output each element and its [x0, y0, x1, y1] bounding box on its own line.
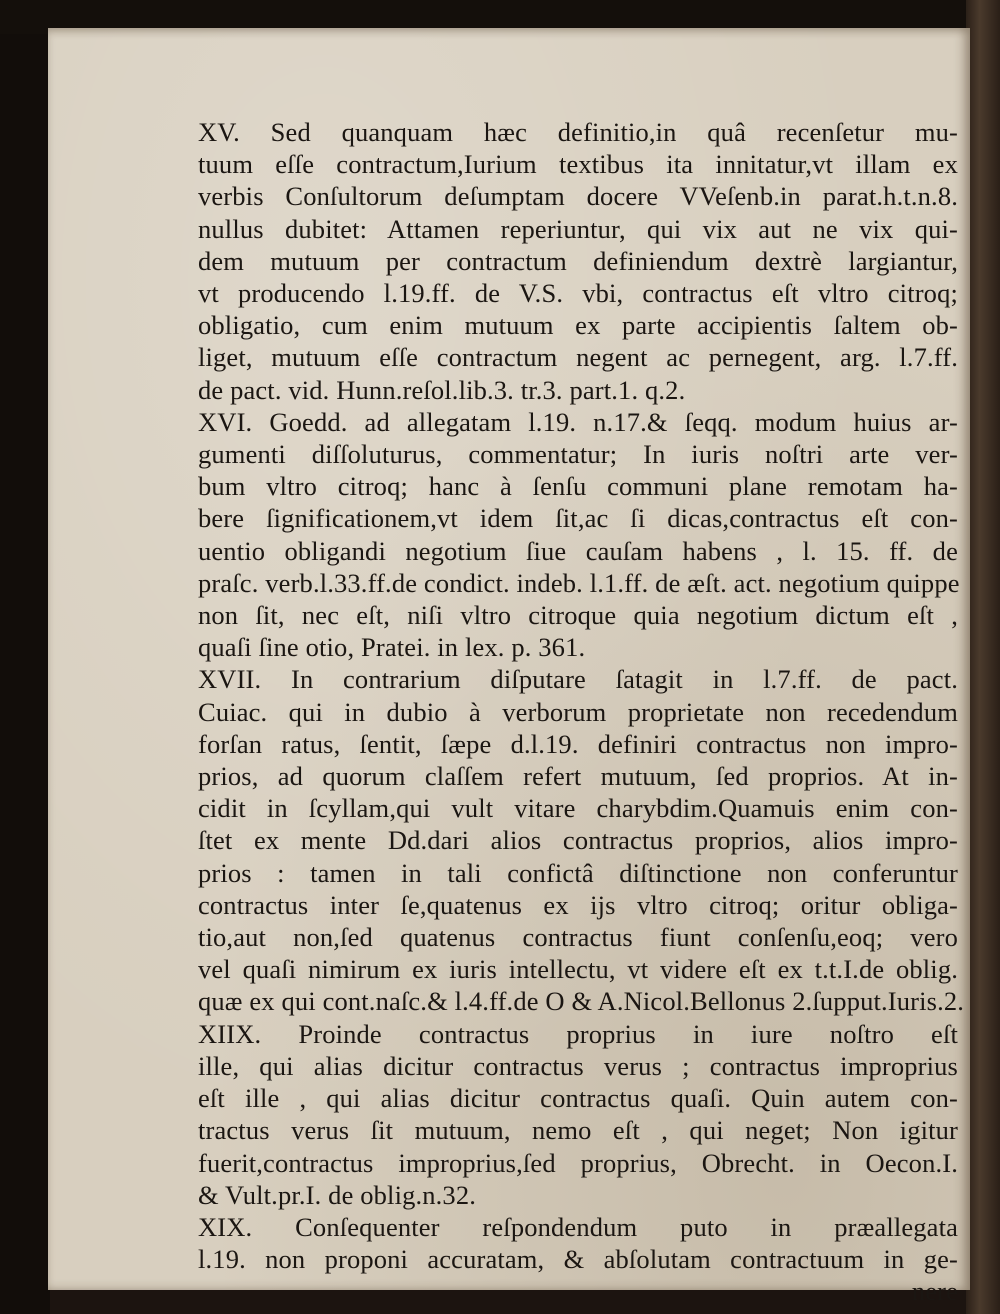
text-line: bum vltro citroq; hanc à ſenſu communi plane remotam ha- — [198, 471, 958, 502]
text-line: vt producendo l.19.ff. de V.S. vbi, contractus eſt vltro citroq; — [198, 278, 958, 309]
text-line: prios : tamen in tali confictâ diſtinctione non conferuntur — [198, 857, 958, 888]
text-line: cidit in ſcyllam,qui vult vitare charybdim.Quamuis enim con- — [198, 793, 958, 824]
section-xvi-start: XVI. Goedd. ad allegatam l.19. n.17.& ſeqq. modum huius ar- — [198, 406, 958, 437]
text-line: nullus dubitet: Attamen reperiuntur, qui vix aut ne vix qui- — [198, 213, 958, 244]
text-line: de pact. vid. Hunn.reſol.lib.3. tr.3. part.1. q.2. — [198, 374, 686, 405]
text-line: verbis Conſultorum deſumptam docere VVeſenb.in parat.h.t.n.8. — [198, 181, 958, 212]
text-line: tio,aut non,ſed quatenus contractus fiunt conſenſu,eoq; vero — [198, 922, 958, 953]
text-line: Cuiac. qui in dubio à verborum proprietate non recedendum — [198, 696, 958, 727]
section-xiix-start: XIIX. Proinde contractus proprius in iure noſtro eſt — [198, 1018, 958, 1049]
book-page — [48, 28, 970, 1307]
section-xvii-start: XVII. In contrarium diſputare ſatagit in l.7.ff. de pact. — [198, 664, 958, 695]
text-line: non ſit, nec eſt, niſi vltro citroque quia negotium dictum eſt , — [198, 600, 958, 631]
catchword: nere — [911, 1276, 958, 1307]
text-line: ille, qui alias dicitur contractus verus ; contractus improprius — [198, 1050, 958, 1081]
text-line: quaſi ſine otio, Pratei. in lex. p. 361. — [198, 632, 586, 663]
text-line: l.19. non proponi accuratam, & abſolutam contractuum in ge- — [198, 1244, 958, 1275]
text-line: & Vult.pr.I. de oblig.n.32. — [198, 1179, 477, 1210]
scan-border-right — [966, 0, 1000, 1314]
text-line: tuum eſſe contractum,Iurium textibus ita innitatur,vt illam ex — [198, 149, 958, 180]
scan-border-left — [0, 0, 50, 1314]
text-line: bere ſignificationem,vt idem ſit,ac ſi dicas,contractus eſt con- — [198, 503, 958, 534]
text-line: contractus inter ſe,quatenus ex ijs vltro citroq; oritur obliga- — [198, 889, 958, 920]
text-line: praſc. verb.l.33.ff.de condict. indeb. l.1.ff. de æſt. act. negotium quippe — [198, 567, 960, 598]
text-line: XV. Sed quanquam hæc definitio,in quâ recenſetur mu- — [198, 117, 958, 147]
text-line: eſt ille , qui alias dicitur contractus quaſi. Quin autem con- — [198, 1083, 958, 1114]
text-line: liget, mutuum eſſe contractum negent ac pernegent, arg. l.7.ff. — [198, 342, 958, 373]
text-line: gumenti diſſoluturus, commentatur; In iuris noſtri arte ver- — [198, 439, 958, 470]
text-line: uentio obligandi negotium ſiue cauſam habens , l. 15. ff. de — [198, 535, 958, 566]
text-line: forſan ratus, ſentit, ſæpe d.l.19. definiri contractus non impro- — [198, 728, 958, 759]
text-line: fuerit,contractus improprius,ſed proprius, Obrecht. in Oecon.I. — [198, 1147, 958, 1178]
text-line: prios, ad quorum claſſem refert mutuum, ſed proprios. At in- — [198, 761, 958, 792]
text-line: obligatio, cum enim mutuum ex parte accipientis ſaltem ob- — [198, 310, 958, 341]
section-xix-start: XIX. Conſequenter reſpondendum puto in præallegata — [198, 1211, 958, 1242]
text-line: dem mutuum per contractum definiendum dextrè largiantur, — [198, 245, 958, 276]
text-line: tractus verus ſit mutuum, nemo eſt , qui neget; Non igitur — [198, 1115, 958, 1146]
page-text — [198, 116, 965, 1308]
text-line: vel quaſi nimirum ex iuris intellectu, vt videre eſt ex t.t.I.de oblig. — [198, 954, 958, 985]
text-line: quæ ex qui cont.naſc.& l.4.ff.de O & A.Nicol.Bellonus 2.ſupput.Iuris.2. — [198, 986, 965, 1017]
text-line: ſtet ex mente Dd.dari alios contractus proprios, alios impro- — [198, 825, 958, 856]
